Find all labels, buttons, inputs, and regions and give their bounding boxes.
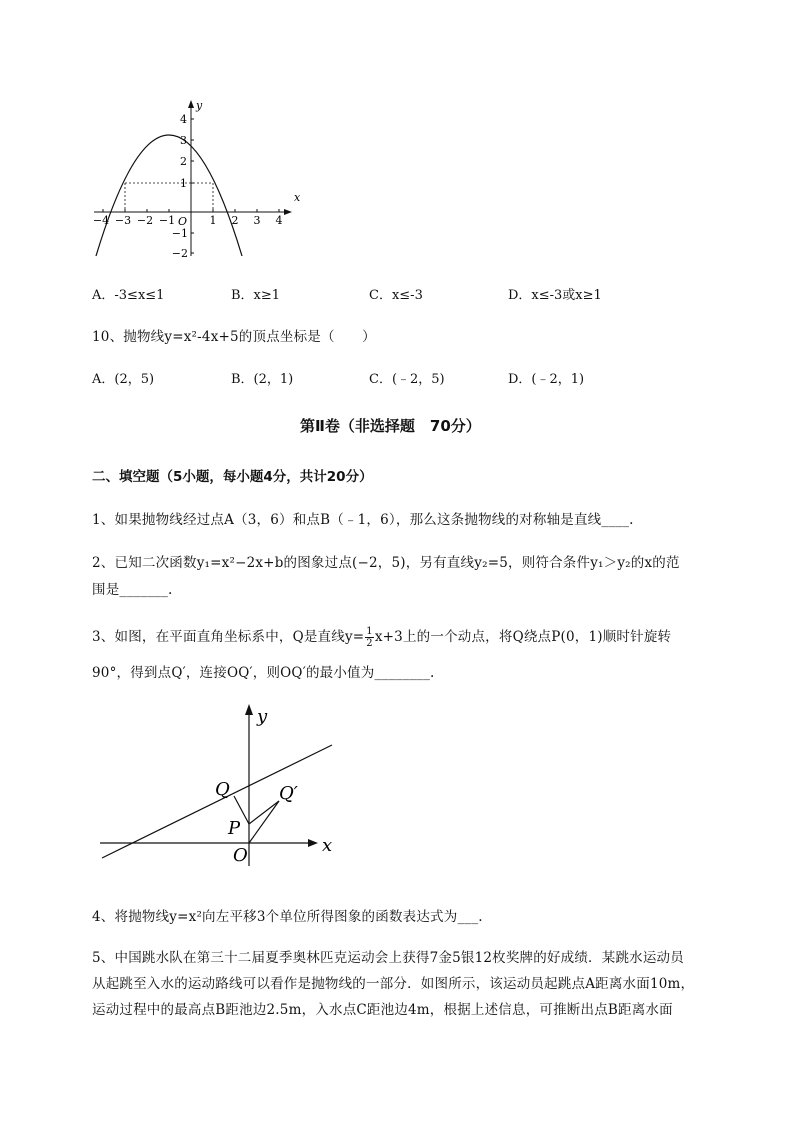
x-tick-label: −3	[114, 214, 132, 227]
y-axis-label: y	[257, 706, 268, 727]
option-c[interactable]: C．x≤-3	[369, 288, 423, 303]
parabola-graph	[88, 98, 303, 260]
option-a[interactable]: A．(2，5)	[92, 372, 155, 387]
y-tick-label: 1	[180, 177, 187, 190]
parabola-curve	[96, 135, 242, 256]
option-b[interactable]: B．(2，1)	[231, 372, 294, 387]
rotation-graph	[96, 700, 346, 870]
question-10: 10、抛物线y=x²-4x+5的顶点坐标是（ ）	[92, 329, 376, 345]
y-tick-label: 4	[180, 113, 187, 126]
fraction-one-half	[365, 626, 374, 649]
fill-question-3-line-1	[92, 625, 671, 649]
x-tick-label: −1	[158, 214, 176, 227]
x-axis-label: x	[294, 191, 301, 204]
fill-question-1: 1、如果抛物线经过点A（3，6）和点B（﹣1，6），那么这条抛物线的对称轴是直线____.	[92, 512, 634, 528]
point-q-prime-label: Q′	[279, 783, 298, 804]
y-tick-label: −2	[171, 247, 188, 260]
x-tick-label: 1	[209, 214, 217, 227]
q3-text-part-1: 3、如图，在平面直角坐标系中，Q是直线y=	[92, 629, 365, 645]
part-2-title: 第Ⅱ卷（非选择题 70分）	[300, 417, 481, 435]
point-p-label: P	[228, 818, 241, 839]
y-axis-label: y	[196, 99, 203, 112]
fraction-denominator: 2	[366, 638, 373, 649]
fill-question-2-line-2: 围是_______.	[92, 582, 173, 598]
x-axis-label: x	[322, 835, 333, 856]
fill-question-4: 4、将抛物线y=x²向左平移3个单位所得图象的函数表达式为___.	[92, 909, 483, 925]
point-q-label: Q	[215, 779, 230, 800]
y-tick-label: 2	[180, 155, 187, 168]
x-tick-label: 4	[275, 214, 283, 227]
fill-question-5-line-2: 从起跳至入水的运动路线可以看作是抛物线的一部分．如图所示，该运动员起跳点A距离水面10m，	[92, 976, 695, 992]
x-tick-label: 2	[231, 214, 239, 227]
option-a[interactable]: A．-3≤x≤1	[92, 288, 165, 303]
origin-label: O	[178, 215, 188, 228]
origin-label: O	[233, 845, 248, 866]
option-b[interactable]: B．x≥1	[231, 288, 281, 303]
option-d[interactable]: D．(﹣2，1)	[508, 372, 585, 387]
fill-question-3-line-2: 90°，得到点Q′，连接OQ′，则OQ′的最小值为________.	[92, 665, 435, 681]
x-tick-label: −4	[92, 214, 110, 227]
y-tick-label: 3	[180, 134, 187, 147]
x-tick-label: −2	[136, 214, 154, 227]
fill-question-5-line-1: 5、中国跳水队在第三十二届夏季奥林匹克运动会上获得7金5银12枚奖牌的好成绩．某跳水运动员	[92, 950, 684, 966]
q3-text-part-2: x+3上的一个动点，将Q绕点P(0，1)顺时针旋转	[374, 629, 672, 645]
fill-question-5-line-3: 运动过程中的最高点B距池边2.5m，入水点C距池边4m，根据上述信息，可推断出点B距离水面	[92, 1002, 673, 1018]
option-c[interactable]: C．(﹣2，5)	[369, 372, 445, 387]
fill-question-2-line-1: 2、已知二次函数y₁=x²−2x+b的图象过点(−2，5)，另有直线y₂=5，则符合条件y₁＞y₂的x的范	[92, 555, 680, 571]
y-tick-label: −1	[171, 227, 188, 240]
x-tick-label: 3	[253, 214, 261, 227]
fraction-numerator: 1	[366, 626, 373, 637]
section-2-title: 二、填空题（5小题，每小题4分，共计20分）	[92, 469, 373, 485]
option-d[interactable]: D．x≤-3或x≥1	[508, 288, 602, 303]
